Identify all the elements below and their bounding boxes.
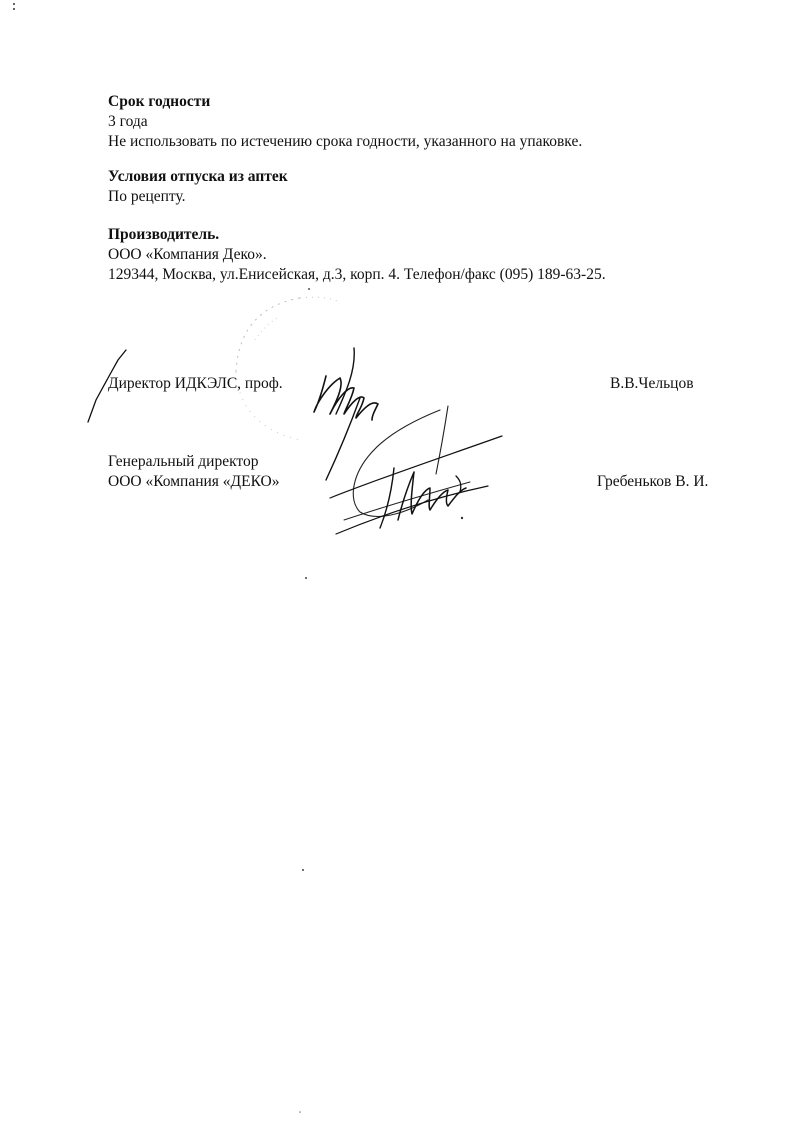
shelf-life-heading: Срок годности — [108, 93, 211, 110]
director-name: В.В.Чельцов — [610, 375, 694, 392]
general-director-signature-hook — [456, 476, 461, 492]
dispensing-heading: Условия отпуска из аптек — [108, 168, 288, 185]
general-director-title-line1: Генеральный директор — [108, 453, 259, 470]
shelf-life-value: 3 года — [108, 113, 148, 130]
speck-2 — [13, 8, 15, 10]
dispensing-section — [108, 167, 288, 207]
speck-6 — [302, 869, 304, 871]
speck-3 — [308, 288, 310, 290]
manufacturer-name: ООО «Компания Деко». — [108, 246, 267, 263]
manufacturer-section — [108, 225, 606, 285]
general-director-signature-loop — [353, 410, 440, 516]
stamp-inner-arc — [255, 316, 280, 340]
director-signature-scribble — [314, 376, 378, 420]
shelf-life-section — [108, 92, 582, 152]
speck-1 — [13, 3, 15, 5]
general-director-name: Гребеньков В. И. — [597, 473, 709, 490]
speck-4 — [305, 577, 307, 579]
stamp-arc-top-right — [300, 297, 340, 302]
stamp-arc-top-left — [236, 298, 300, 372]
dispensing-value: По рецепту. — [108, 188, 186, 205]
director-signature-stroke — [336, 348, 354, 414]
general-director-signature-stem — [380, 468, 394, 528]
shelf-life-note: Не использовать по истечению срока годности, указанного на упаковке. — [108, 133, 583, 150]
manufacturer-heading: Производитель. — [108, 226, 220, 243]
general-director-signature-scribble — [398, 472, 466, 520]
general-director-signature-sweep-2 — [336, 486, 488, 534]
director-signature-tail — [326, 398, 360, 480]
general-director-signature-sweep-3 — [344, 482, 470, 520]
speck-7 — [299, 1111, 301, 1113]
speck-5 — [461, 517, 463, 519]
general-director-signature-downstroke — [436, 406, 448, 474]
director-title: Директор ИДКЭЛС, проф. — [108, 375, 283, 392]
manufacturer-address: 129344, Москва, ул.Енисейская, д.3, корп. 4. Телефон/факс (095) 189-63-25. — [108, 266, 606, 283]
general-director-title-line2: ООО «Компания «ДЕКО» — [108, 473, 280, 490]
general-director-signature-sweep-1 — [330, 436, 502, 498]
